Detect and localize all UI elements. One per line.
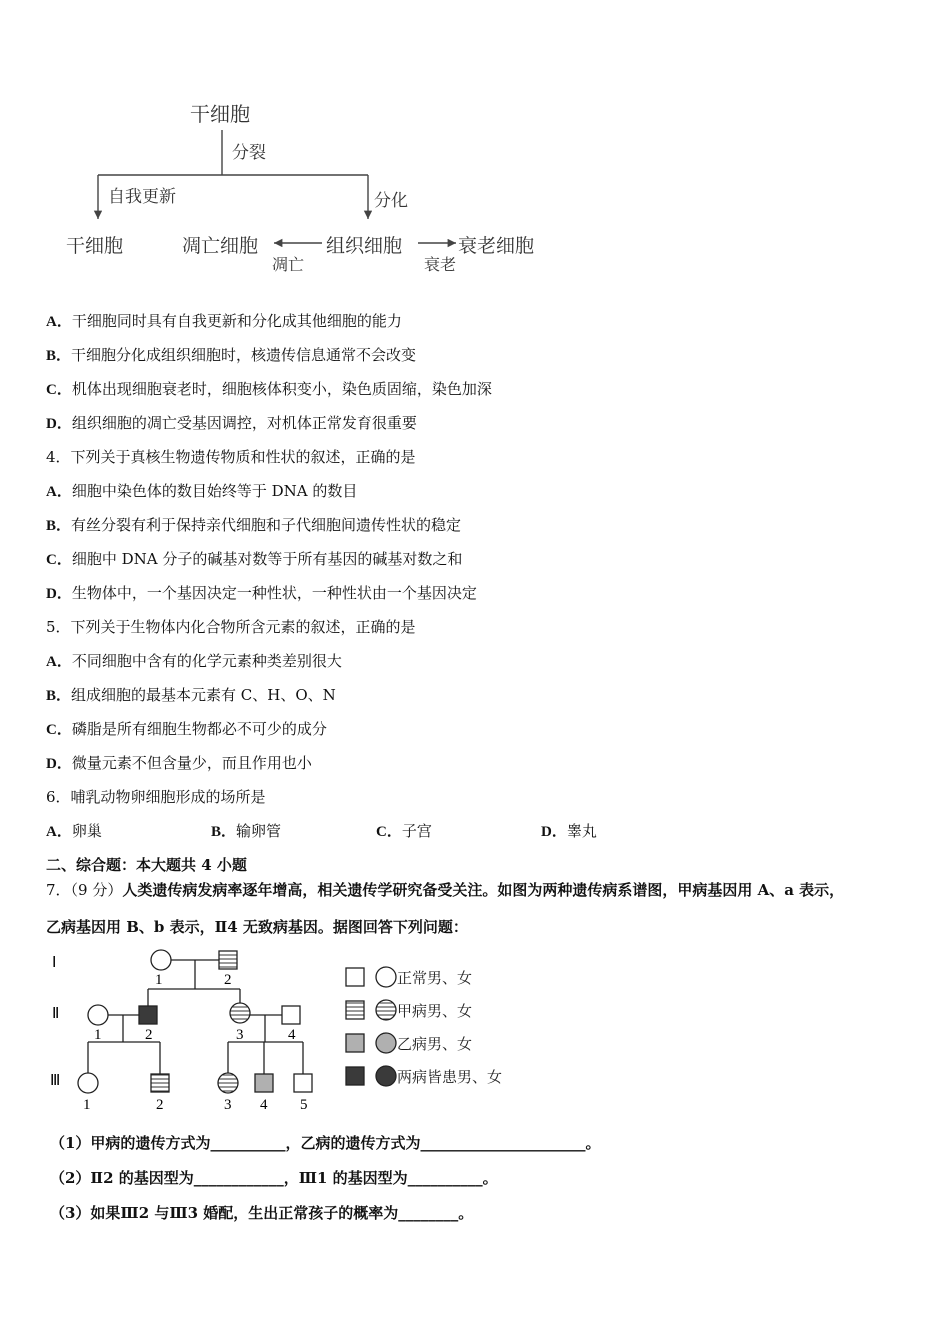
III2-number: 2 — [156, 1097, 164, 1113]
diagram-apoptosis-label: 凋亡 — [272, 255, 305, 274]
diagram-differentiate-label: 分化 — [374, 191, 408, 211]
pedigree-chart — [40, 946, 520, 1118]
III1-number: 1 — [83, 1097, 91, 1113]
section-2-heading: 二、综合题：本大题共 4 小题 — [46, 856, 247, 874]
gen-label-2: Ⅱ — [52, 1006, 60, 1022]
pedigree-III5 — [294, 1074, 312, 1092]
legend-both-label: 两病皆患男、女 — [397, 1068, 503, 1086]
q6-option-c: C．子宫 — [376, 822, 432, 840]
q6-stem: 6．哺乳动物卵细胞形成的场所是 — [46, 788, 266, 806]
I1-number: 1 — [155, 972, 163, 988]
q5-option-d: D．微量元素不但含量少，而且作用也小 — [46, 754, 312, 772]
q4-stem: 4．下列关于真核生物遗传物质和性状的叙述，正确的是 — [46, 448, 416, 466]
q7-line-2: 乙病基因用 B、b 表示，Ⅱ4 无致病基因。据图回答下列问题： — [46, 918, 468, 936]
gen-label-3: Ⅲ — [50, 1073, 61, 1089]
q3-option-c: C．机体出现细胞衰老时，细胞核体积变小，染色质固缩，染色加深 — [46, 380, 492, 398]
legend-b-female — [376, 1033, 396, 1053]
legend-normal-female — [376, 967, 396, 987]
pedigree-II3 — [230, 1003, 250, 1023]
diagram-apoptotic-cell: 凋亡细胞 — [182, 235, 259, 257]
diagram-aging-cell: 衰老细胞 — [458, 235, 535, 257]
q7-sub-3: （3）如果Ⅲ2 与Ⅲ3 婚配，生出正常孩子的概率为________。 — [50, 1204, 474, 1222]
q4-option-a: A．细胞中染色体的数目始终等于 DNA 的数目 — [46, 482, 358, 500]
diagram-split-label: 分裂 — [232, 143, 266, 163]
q5-option-b: B．组成细胞的最基本元素有 C、H、O、N — [46, 686, 336, 704]
legend-b-male — [346, 1034, 364, 1052]
diagram-top-stem-cell: 干细胞 — [190, 102, 250, 126]
q5-stem: 5．下列关于生物体内化合物所含元素的叙述，正确的是 — [46, 618, 416, 636]
gen-label-1: Ⅰ — [52, 955, 57, 971]
III5-number: 5 — [300, 1097, 308, 1113]
q4-option-c: C．细胞中 DNA 分子的碱基对数等于所有基因的碱基对数之和 — [46, 550, 463, 568]
q7-line-1: 7．（9 分）人类遗传病发病率逐年增高，相关遗传学研究备受关注。如图为两种遗传病系谱图，甲病基因用 A、a 表示， — [46, 881, 845, 899]
pedigree-III1 — [78, 1073, 98, 1093]
q6-option-d: D．睾丸 — [541, 822, 597, 840]
q4-option-b: B．有丝分裂有利于保持亲代细胞和子代细胞间遗传性状的稳定 — [46, 516, 462, 534]
II4-number: 4 — [288, 1027, 296, 1043]
legend-b-label: 乙病男、女 — [397, 1035, 473, 1053]
legend-both-female — [376, 1066, 396, 1086]
legend-a-female — [376, 1000, 396, 1020]
III3-number: 3 — [224, 1097, 232, 1113]
II3-number: 3 — [236, 1027, 244, 1043]
pedigree-II2 — [139, 1006, 157, 1024]
q3-option-a: A．干细胞同时具有自我更新和分化成其他细胞的能力 — [46, 312, 402, 330]
q3-option-d: D．组织细胞的凋亡受基因调控，对机体正常发育很重要 — [46, 414, 417, 432]
diagram-self-renew-label: 自我更新 — [108, 187, 176, 207]
diagram-tissue-cell: 组织细胞 — [326, 235, 403, 257]
legend-normal-male — [346, 968, 364, 986]
diagram-stem-cell: 干细胞 — [66, 235, 124, 257]
pedigree-III2 — [151, 1074, 169, 1092]
q7-sub-1: （1）甲病的遗传方式为__________，乙病的遗传方式为______________________。 — [50, 1134, 601, 1152]
legend-normal-label: 正常男、女 — [397, 969, 473, 987]
legend-a-label: 甲病男、女 — [397, 1002, 473, 1020]
diagram-aging-label: 衰老 — [424, 255, 457, 274]
legend-both-male — [346, 1067, 364, 1085]
q6-option-a: A．卵巢 — [46, 822, 102, 840]
pedigree-III3 — [218, 1073, 238, 1093]
II2-number: 2 — [145, 1027, 153, 1043]
pedigree-II1 — [88, 1005, 108, 1025]
q7-sub-2: （2）Ⅱ2 的基因型为____________，Ⅲ1 的基因型为__________。 — [50, 1169, 498, 1187]
q6-option-b: B．输卵管 — [211, 822, 282, 840]
III4-number: 4 — [260, 1097, 268, 1113]
q4-option-d: D．生物体中，一个基因决定一种性状，一种性状由一个基因决定 — [46, 584, 477, 602]
II1-number: 1 — [94, 1027, 102, 1043]
pedigree-I1 — [151, 950, 171, 970]
q5-option-c: C．磷脂是所有细胞生物都必不可少的成分 — [46, 720, 327, 738]
I2-number: 2 — [224, 972, 232, 988]
pedigree-III4 — [255, 1074, 273, 1092]
q3-option-b: B．干细胞分化成组织细胞时，核遗传信息通常不会改变 — [46, 346, 417, 364]
pedigree-I2 — [219, 951, 237, 969]
legend-a-male — [346, 1001, 364, 1019]
q5-option-a: A．不同细胞中含有的化学元素种类差别很大 — [46, 652, 342, 670]
pedigree-II4 — [282, 1006, 300, 1024]
